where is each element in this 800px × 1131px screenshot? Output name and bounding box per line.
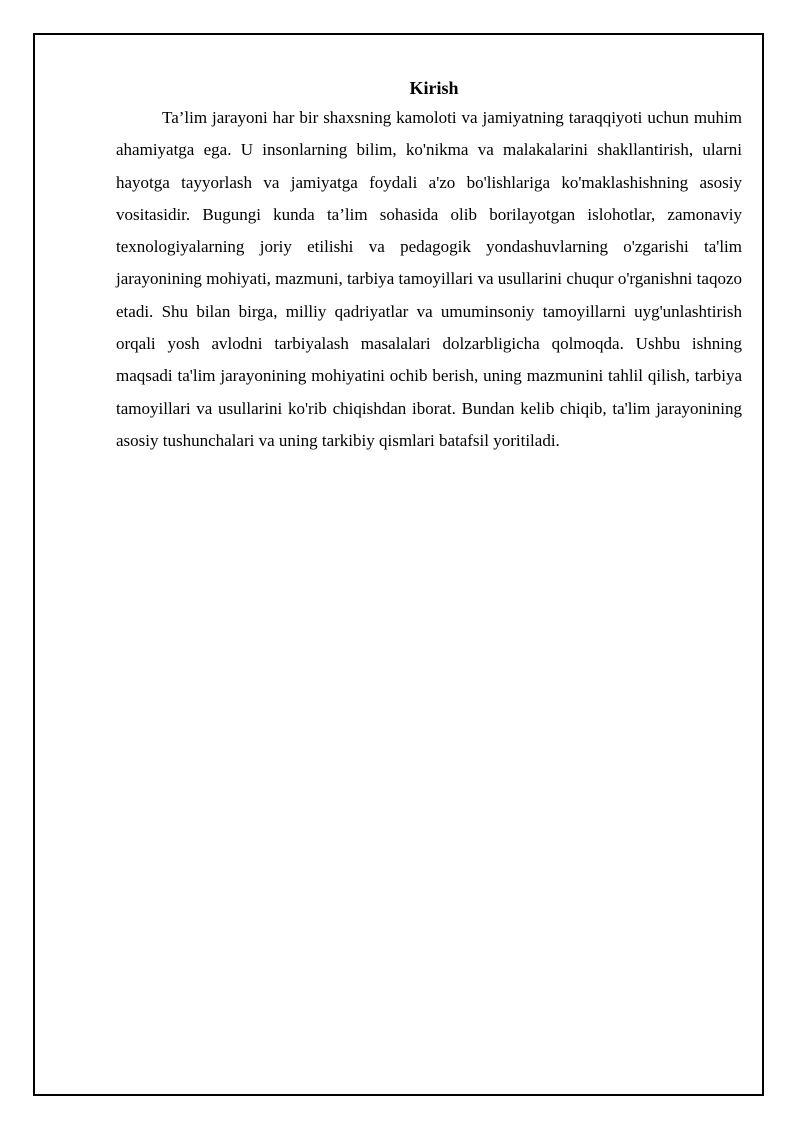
intro-paragraph: Ta’lim jarayoni har bir shaxsning kamoloti va jamiyatning taraqqiyoti uchun muhim ahamiyatga ega. U insonlarning bilim, ko'nikma va malakalarini shakllantirish, ularni hayotga tayyorlash va jamiyatga foydali a'zo bo'lishlariga ko'maklashishning asosiy vositasidir. Bugungi kunda ta’lim sohasida olib borilayotgan islohotlar, zamonaviy texnologiyalarning joriy etilishi va pedagogik yondashuvlarning o'zgarishi ta'lim jarayonining mohiyati, mazmuni, tarbiya tamoyillari va usullarini chuqur o'rganishni taqozo etadi. Shu bilan birga, milliy qadriyatlar va umuminsoniy tamoyillarni uyg'unlashtirish orqali yosh avlodni tarbiyalash masalalari dolzarbligicha qolmoqda. Ushbu ishning maqsadi ta'lim jarayonining mohiyatini ochib berish, uning mazmunini tahlil qilish, tarbiya tamoyillari va usullarini ko'rib chiqishdan iborat. Bundan kelib chiqib, ta'lim jarayonining asosiy tushunchalari va uning tarkibiy qismlari batafsil yoritiladi. xyxy=(116,108,742,450)
page-title: Kirish xyxy=(409,78,459,98)
page-content xyxy=(116,74,742,457)
